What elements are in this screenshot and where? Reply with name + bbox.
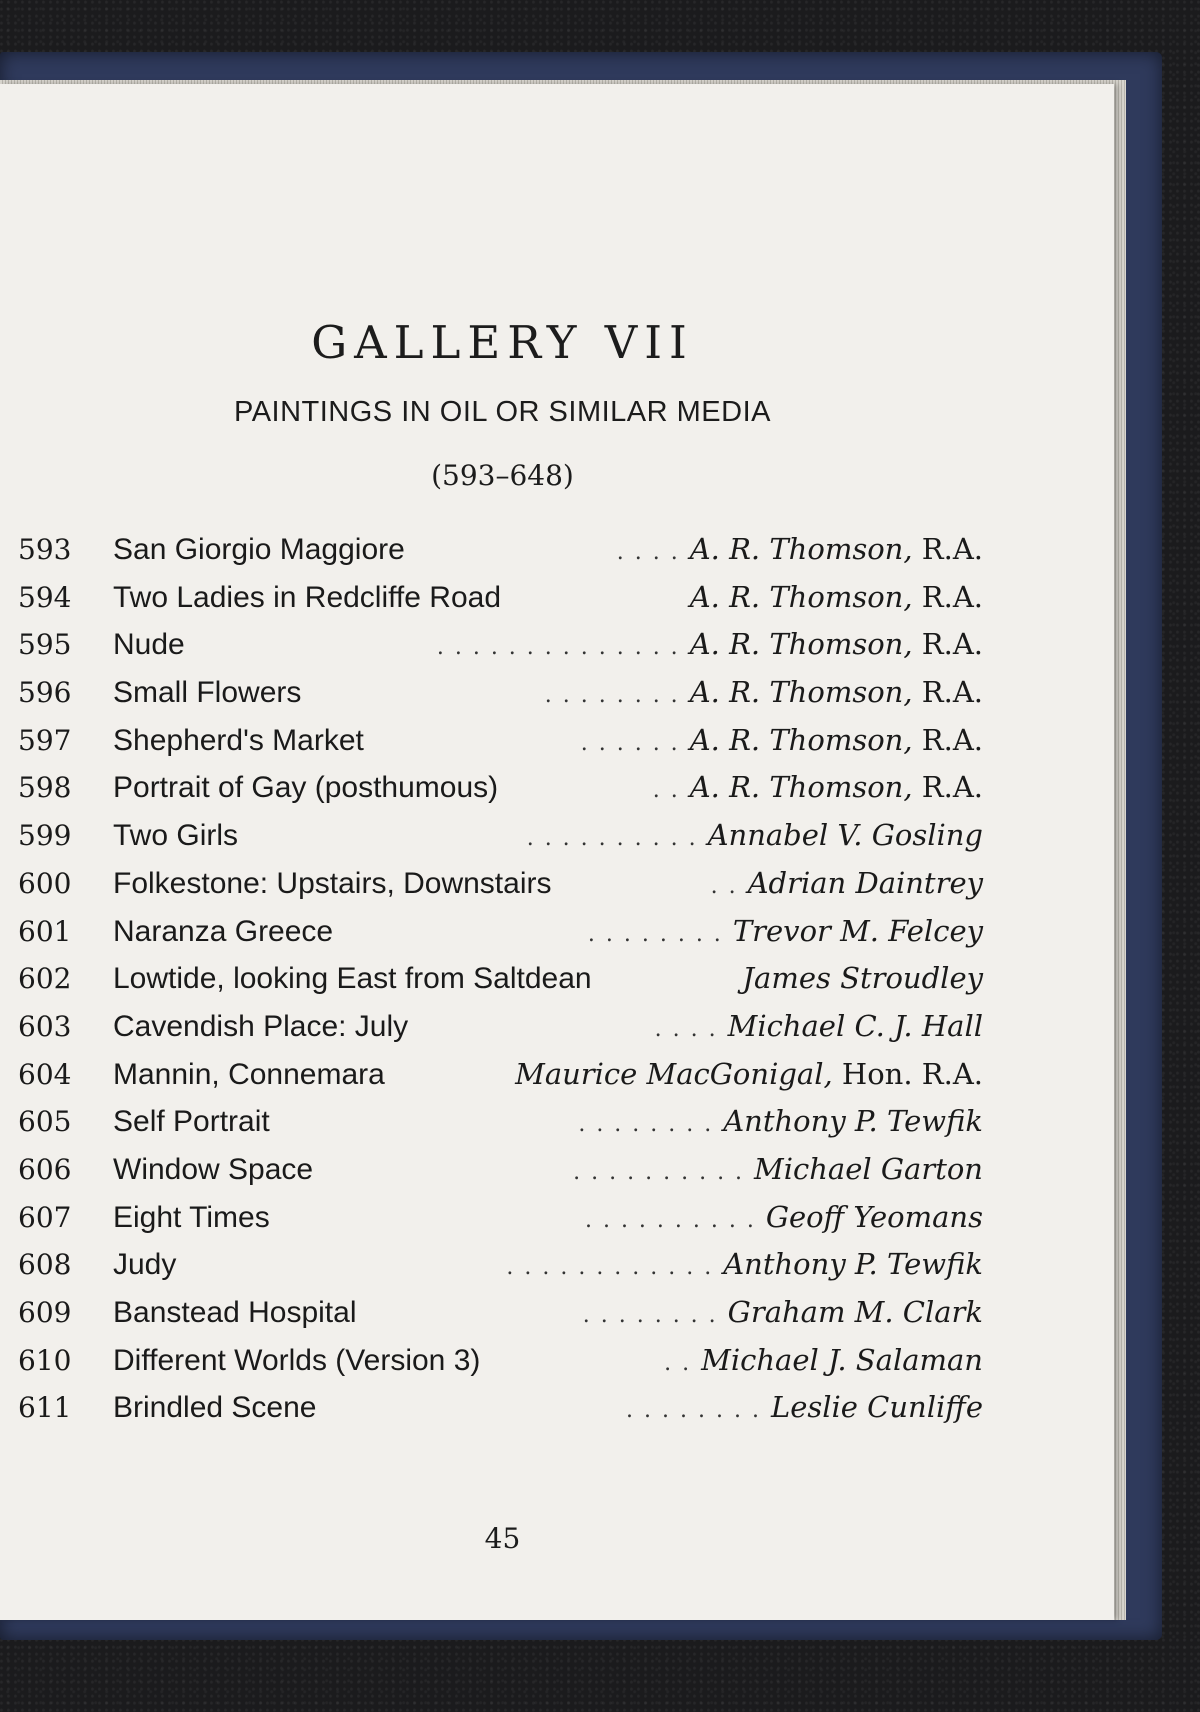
entry-row bbox=[18, 723, 983, 771]
dot-leader: . . . . bbox=[616, 540, 680, 565]
work-title: Two Ladies in Redcliffe Road bbox=[113, 580, 502, 614]
gallery-title: GALLERY VII bbox=[311, 316, 694, 369]
artist-name: Geoff Yeomans bbox=[765, 1199, 983, 1234]
catalogue-number: 594 bbox=[18, 580, 72, 614]
work-title: Nude bbox=[113, 628, 185, 662]
dot-leader: . . . . . . . . . . bbox=[526, 826, 698, 852]
artist-name: A. R. Thomson, bbox=[689, 722, 913, 757]
artist-name: Michael J. Salaman bbox=[701, 1342, 983, 1377]
artist bbox=[690, 770, 983, 804]
artist bbox=[690, 532, 983, 566]
work-title: Portrait of Gay (posthumous) bbox=[113, 771, 499, 805]
artist bbox=[708, 818, 983, 852]
dot-leader: . . . . . . . . bbox=[582, 1303, 718, 1328]
entry-row bbox=[18, 1343, 983, 1391]
catalogue-number: 608 bbox=[18, 1248, 72, 1282]
work-title: Lowtide, looking East from Saltdean bbox=[113, 962, 592, 996]
artist-name: A. R. Thomson, bbox=[689, 579, 913, 614]
artist-name: Leslie Cunliffe bbox=[770, 1390, 983, 1425]
artist-name: Maurice MacGonigal, bbox=[515, 1056, 833, 1091]
work-title: Judy bbox=[113, 1248, 177, 1282]
artist bbox=[766, 1200, 983, 1234]
catalogue-number: 596 bbox=[18, 676, 72, 710]
dot-leader: . . . . . . . . . . . . bbox=[506, 1255, 714, 1281]
catalogue-number: 605 bbox=[18, 1105, 72, 1139]
dot-leader: . . . . . . . . bbox=[626, 1398, 761, 1424]
artist bbox=[723, 1104, 983, 1138]
artist-name: Anthony P. Tewfik bbox=[723, 1104, 983, 1139]
artist-name: Graham M. Clark bbox=[727, 1295, 983, 1329]
entry-row bbox=[18, 1009, 983, 1057]
entry-row bbox=[18, 866, 983, 914]
dot-leader: . . . . . . . . . . bbox=[573, 1159, 745, 1185]
dot-leader: . . . . bbox=[654, 1016, 718, 1042]
catalogue-number: 603 bbox=[18, 1009, 72, 1043]
artist-name: Anthony P. Tewfik bbox=[723, 1247, 983, 1282]
dot-leader: . . bbox=[652, 778, 680, 804]
artist bbox=[742, 961, 983, 995]
artist bbox=[771, 1390, 983, 1424]
work-title: Window Space bbox=[113, 1152, 314, 1186]
artist-honours: R.A. bbox=[912, 722, 983, 757]
catalogue-number: 606 bbox=[18, 1152, 72, 1186]
work-title: Eight Times bbox=[113, 1200, 270, 1234]
entry-row bbox=[18, 580, 983, 628]
catalogue-number: 609 bbox=[18, 1296, 72, 1329]
entry-row bbox=[18, 1057, 983, 1105]
entry-row bbox=[18, 914, 983, 962]
entry-row bbox=[18, 1247, 983, 1295]
entry-row bbox=[18, 1200, 983, 1248]
artist-name: A. R. Thomson, bbox=[689, 675, 913, 710]
entry-row bbox=[18, 1295, 983, 1343]
artist bbox=[728, 1009, 983, 1043]
work-title: Cavendish Place: July bbox=[113, 1009, 409, 1043]
artist bbox=[728, 1295, 983, 1329]
catalogue-number: 600 bbox=[18, 866, 72, 900]
artist-name: Trevor M. Felcey bbox=[732, 913, 983, 948]
artist bbox=[733, 914, 983, 948]
artist-honours: R.A. bbox=[912, 627, 983, 662]
work-title: Self Portrait bbox=[113, 1105, 270, 1139]
dot-leader: . . . . . . . . . . . . . . bbox=[436, 635, 680, 661]
artist bbox=[515, 1057, 983, 1091]
artist bbox=[690, 627, 983, 661]
section-subtitle: PAINTINGS IN OIL OR SIMILAR MEDIA bbox=[234, 396, 771, 428]
artist-honours: R.A. bbox=[912, 770, 983, 805]
catalogue-range: (593–648) bbox=[431, 459, 574, 492]
entry-row bbox=[18, 1390, 983, 1438]
dot-leader: . . . . . . . . . . bbox=[584, 1207, 756, 1233]
entry-row bbox=[18, 532, 983, 580]
artist bbox=[690, 675, 983, 709]
entry-row bbox=[18, 1104, 983, 1152]
catalogue-number: 593 bbox=[18, 533, 72, 566]
artist-name: Adrian Daintrey bbox=[747, 865, 983, 900]
artist bbox=[723, 1247, 983, 1281]
artist bbox=[690, 580, 983, 614]
dot-leader: . . . . . . . . bbox=[544, 683, 680, 709]
work-title: Banstead Hospital bbox=[113, 1296, 357, 1329]
artist bbox=[748, 866, 983, 900]
entry-row bbox=[18, 818, 983, 866]
work-title: Naranza Greece bbox=[113, 914, 334, 948]
catalogue-number: 611 bbox=[18, 1391, 72, 1425]
dot-leader: . . bbox=[664, 1350, 692, 1376]
dot-leader: . . bbox=[710, 873, 738, 899]
artist-honours: R.A. bbox=[912, 579, 983, 614]
dot-leader: . . . . . . bbox=[580, 730, 680, 756]
artist bbox=[754, 1152, 983, 1186]
work-title: Brindled Scene bbox=[113, 1391, 317, 1425]
catalogue-number: 601 bbox=[18, 914, 72, 948]
work-title: Two Girls bbox=[113, 819, 239, 853]
catalogue-number: 598 bbox=[18, 771, 72, 805]
work-title: Mannin, Connemara bbox=[113, 1057, 385, 1091]
artist bbox=[690, 723, 983, 757]
artist-name: A. R. Thomson, bbox=[689, 627, 913, 662]
catalogue-number: 595 bbox=[18, 628, 72, 662]
artist-name: James Stroudley bbox=[742, 961, 983, 996]
artist-name: Michael C. J. Hall bbox=[727, 1008, 983, 1043]
artist-honours: Hon. R.A. bbox=[832, 1056, 983, 1091]
entry-row bbox=[18, 675, 983, 723]
dot-leader: . . . . . . . . bbox=[587, 921, 723, 947]
work-title: Different Worlds (Version 3) bbox=[113, 1343, 481, 1377]
artist-honours: R.A. bbox=[912, 532, 983, 566]
artist-honours: R.A. bbox=[912, 675, 983, 710]
entry-row bbox=[18, 627, 983, 675]
artist-name: Michael Garton bbox=[754, 1151, 983, 1186]
page-number: 45 bbox=[484, 1522, 521, 1555]
artist-name: A. R. Thomson, bbox=[689, 770, 913, 805]
catalogue-number: 599 bbox=[18, 819, 72, 853]
work-title: Small Flowers bbox=[113, 676, 302, 710]
artist bbox=[701, 1343, 983, 1377]
catalogue-page bbox=[0, 84, 1114, 1620]
catalogue-number: 597 bbox=[18, 723, 72, 757]
catalogue-number: 610 bbox=[18, 1343, 72, 1377]
work-title: Folkestone: Upstairs, Downstairs bbox=[113, 866, 552, 900]
catalogue-number: 604 bbox=[18, 1057, 72, 1091]
entry-row bbox=[18, 770, 983, 818]
entry-row bbox=[18, 1152, 983, 1200]
catalogue-number: 607 bbox=[18, 1200, 72, 1234]
artist-name: Annabel V. Gosling bbox=[707, 818, 983, 853]
work-title: San Giorgio Maggiore bbox=[113, 533, 405, 566]
catalogue-number: 602 bbox=[18, 962, 72, 996]
dot-leader: . . . . . . . . bbox=[578, 1112, 714, 1138]
work-title: Shepherd's Market bbox=[113, 723, 364, 757]
artist-name: A. R. Thomson, bbox=[689, 532, 913, 566]
entry-list bbox=[18, 532, 983, 1438]
entry-row bbox=[18, 961, 983, 1009]
